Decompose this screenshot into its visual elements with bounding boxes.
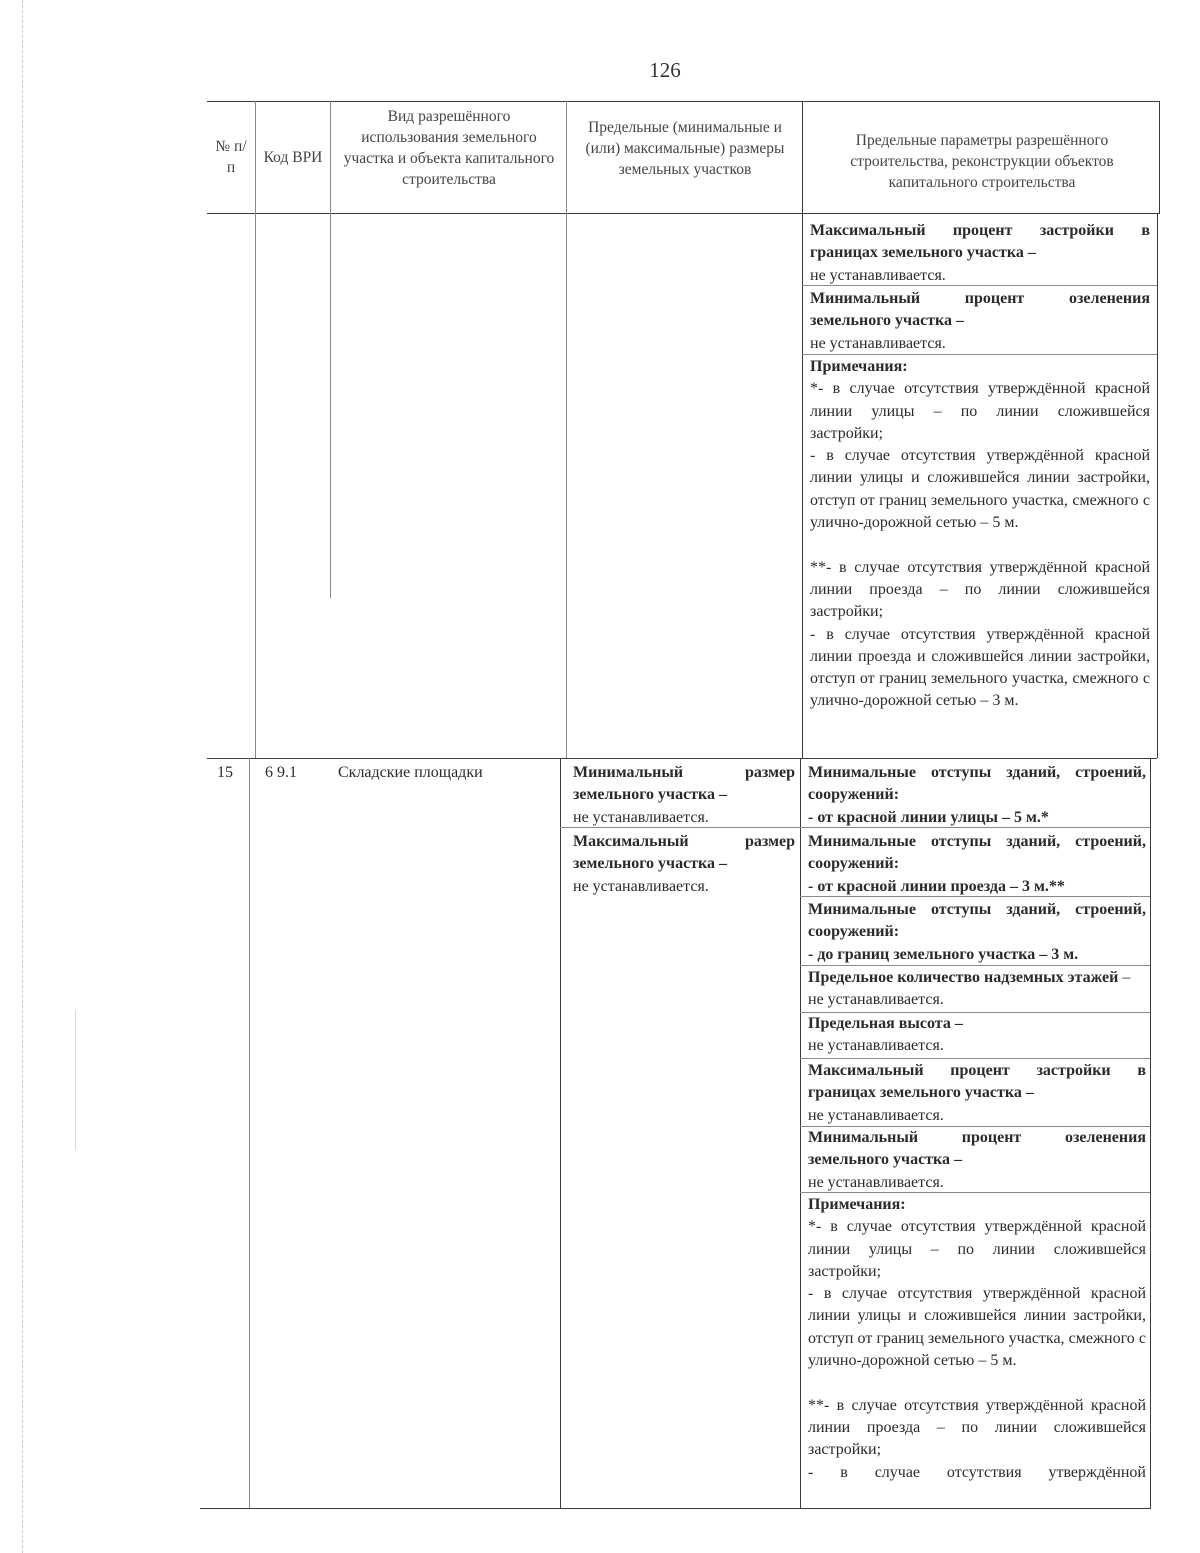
row15-notes-p3: **- в случае отсутствия утверждённой красной линии проезда – по линии сложившейся застройки; (808, 1396, 1146, 1459)
row15-min-size-cell (573, 762, 795, 829)
row15-min-size-value: не устанавливается. (573, 808, 709, 826)
cont-max-built-title: Максимальный процент застройки в границах земельного участка – (810, 222, 1150, 262)
row15-notes-title: Примечания: (808, 1196, 906, 1213)
row15-max-size-cell (573, 831, 795, 898)
cont-max-built-value: не устанавливается. (810, 266, 946, 284)
row15-setback-passage-title: Минимальные отступы зданий, строений, сооружений: (808, 833, 1146, 873)
cont-notes-cell (810, 356, 1150, 713)
row15-setback-passage-cell (808, 831, 1146, 898)
row15-setback-street-cell (808, 762, 1146, 829)
row15-min-green-value: не устанавливается. (808, 1173, 944, 1191)
row15-notes-cell (808, 1194, 1146, 1506)
row15-setback-border-value: - до границ земельного участка – 3 м. (808, 945, 1079, 963)
row15-floors-cell (808, 967, 1146, 1012)
header-sizes: Предельные (минимальные и (или) максимальные) размеры земельных участков (585, 119, 785, 178)
row15-setback-street-value: - от красной линии улицы – 5 м.* (808, 808, 1049, 826)
row15-min-green-title: Минимальный процент озеленения земельного участка – (808, 1129, 1146, 1169)
row15-min-size-title: Минимальный размер земельного участка – (573, 764, 795, 804)
row15-height-value: не устанавливается. (808, 1037, 944, 1055)
row15-notes-p2: - в случае отсутствия утверждённой красной линии улицы и сложившейся линии застройки, отступ от границ земельного участка, смежного с улично-дорожной сетью – 5 м. (808, 1285, 1146, 1370)
page-number: 126 (649, 58, 681, 82)
row15-kind: Складские площадки (338, 764, 483, 781)
cont-notes-p1: *- в случае отсутствия утверждённой красной линии улицы – по линии сложившейся застройки; (810, 380, 1150, 442)
row15-min-green-cell (808, 1127, 1146, 1194)
row15-setback-street-title: Минимальные отступы зданий, строений, сооружений: (808, 764, 1146, 804)
row15-notes-p4: - в случае отсутствия утверждённой (808, 1463, 1146, 1481)
row15-setback-passage-value: - от красной линии проезда – 3 м.** (808, 877, 1065, 895)
row15-max-built-cell (808, 1060, 1146, 1127)
header-kind: Вид разрешённого использования земельного участка и объекта капитального строительства (343, 108, 555, 188)
cont-notes-title: Примечания: (810, 358, 908, 375)
scan-edge-line (22, 0, 23, 1553)
row15-notes-p1: *- в случае отсутствия утверждённой красной линии улицы – по линии сложившейся застройки; (808, 1218, 1146, 1280)
row15-height-cell (808, 1013, 1146, 1058)
row15-code: 6 9.1 (265, 764, 297, 781)
header-params: Предельные параметры разрешённого строительства, реконструкции объектов капитального строительства (850, 132, 1114, 191)
cont-min-green-cell (810, 288, 1150, 355)
cont-notes-p2: - в случае отсутствия утверждённой красной линии улицы и сложившейся линии застройки, отступ от границ земельного участка, смежного с улично-дорожной сетью – 5 м. (810, 447, 1150, 532)
cont-min-green-title: Минимальный процент озеленения земельного участка – (810, 290, 1150, 330)
scan-stray-mark (75, 1010, 76, 1150)
row15-max-built-title: Максимальный процент застройки в границах земельного участка – (808, 1062, 1146, 1102)
row15-height-title: Предельная высота – (808, 1015, 963, 1032)
row15-setback-border-title: Минимальные отступы зданий, строений, сооружений: (808, 901, 1146, 941)
row15-floors-title: Предельное количество надземных этажей (808, 969, 1119, 986)
cont-max-built-cell (810, 220, 1150, 287)
cont-min-green-value: не устанавливается. (810, 334, 946, 352)
row15-max-size-title: Максимальный размер земельного участка – (573, 833, 795, 873)
row15-setback-border-cell (808, 899, 1146, 966)
cont-notes-p3: **- в случае отсутствия утверждённой красной линии проезда – по линии сложившейся застройки; (810, 558, 1150, 621)
row15-floors-value: – не устанавливается. (808, 969, 1131, 1009)
row15-max-built-value: не устанавливается. (808, 1106, 944, 1124)
cont-notes-p4: - в случае отсутствия утверждённой красной линии проезда и сложившейся линии застройки, отступ от границ земельного участка, смежного с улично-дорожной сетью – 3 м. (810, 625, 1150, 710)
row15-max-size-value: не устанавливается. (573, 877, 709, 895)
header-num: № п/п (215, 138, 247, 176)
header-code: Код ВРИ (263, 148, 323, 166)
row15-num: 15 (217, 764, 233, 781)
